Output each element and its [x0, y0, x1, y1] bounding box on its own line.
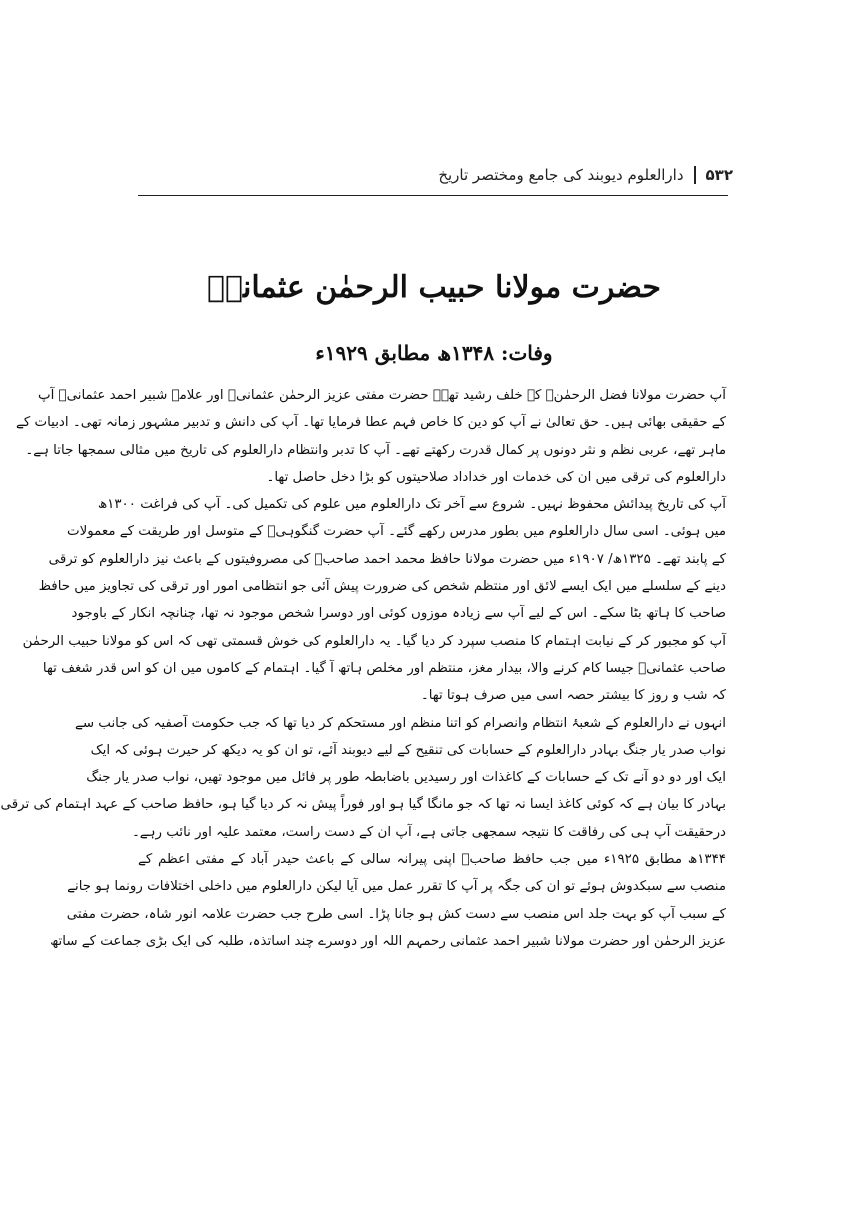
paragraph — [22, 491, 726, 709]
text-line: نواب صدر یار جنگ بہادر دارالعلوم کے حسابات کی تنقیح کے لیے دیوبند آئے، تو ان کو یہ دیکھ کر حیرت ہوئی کہ ایک — [90, 742, 726, 758]
paragraph — [0, 710, 726, 846]
paragraph — [50, 846, 727, 955]
text-line: کے سبب آپ کو بہت جلد اس منصب سے دست کش ہو جانا پڑا۔ اسی طرح جب حضرت علامہ انور شاہ، حضرت مفتی — [66, 906, 726, 922]
text-line: درحقیقت آپ ہی کی رفاقت کا نتیجہ سمجھی جاتی ہے، آپ ان کے دست راست، معتمد علیہ اور نائب رہے۔ — [131, 824, 726, 840]
text-line: صاحب کا ہاتھ بٹا سکے۔ اس کے لیے آپ سے زیادہ موزوں کوئی اور دوسرا شخص موجود نہ تھا، چنانچہ انکار کے باوجود — [71, 606, 726, 622]
text-line: ایک اور دو دو آنے تک کے حسابات کے کاغذات اور رسیدیں باضابطہ طور پر فائل میں موجود تھیں، نواب صدر یار جنگ — [86, 770, 726, 786]
body-text — [0, 382, 727, 955]
text-line: آپ کی تاریخ پیدائش محفوظ نہیں۔ شروع سے آخر تک دارالعلوم میں علوم کی تکمیل کی۔ آپ کی فراغت ۱۳۰۰ھ — [97, 497, 726, 513]
text-line: منصب سے سبکدوش ہوئے تو ان کی جگہ پر آپ کا تقرر عمل میں آیا لیکن دارالعلوم میں داخلی اختلافات رونما ہو جانے — [67, 879, 726, 895]
paragraph — [16, 382, 726, 491]
running-header — [133, 160, 733, 190]
text-line: کہ شب و روز کا بیشتر حصہ اسی میں صرف ہوتا تھا۔ — [420, 688, 726, 704]
text-line: دارالعلوم کی ترقی میں ان کی خدمات اور خداداد صلاحیتوں کو بڑا دخل حاصل تھا۔ — [266, 469, 726, 485]
text-line: کے حقیقی بھائی ہیں۔ حق تعالیٰ نے آپ کو دین کا خاص فہم عطا فرمایا تھا۔ آپ کی دانش و تدبیر مشہور زمانہ تھی۔ ادبیات کے — [16, 415, 726, 431]
text-line: بہادر کا بیان ہے کہ کوئی کاغذ ایسا نہ تھا کہ جو مانگا گیا ہو اور فوراً پیش نہ کر دیا گیا ہو، حافظ صاحب کے عہد اہتمام کی ترقی — [0, 797, 726, 813]
text-line: کے پابند تھے۔ ۱۳۲۵ھ/ ۱۹۰۷ء میں حضرت مولانا حافظ محمد احمد صاحبؒ کی مصروفیتوں کے باعث نیز دارالعلوم کو ترقی — [48, 551, 726, 567]
page-number: ۵۳۲ — [705, 166, 733, 184]
text-line: ۱۳۴۴ھ مطابق ۱۹۲۵ء میں جب حافظ صاحبؒ اپنی پیرانہ سالی کے باعث حیدر آباد کے مفتی اعظم کے — [138, 852, 727, 868]
text-line: انہوں نے دارالعلوم کے شعبۂ انتظام وانصرام کو اتنا منظم اور مستحکم کر دیا تھا کہ جب حکومت آصفیہ کی جانب سے — [74, 715, 726, 731]
running-title: دارالعلوم دیوبند کی جامع ومختصر تاریخ — [438, 166, 684, 184]
death-date: وفات: ۱۳۴۸ھ مطابق ۱۹۲۹ء — [315, 341, 553, 365]
text-line: آپ کو مجبور کر کے نیابت اہتمام کا منصب سپرد کر دیا گیا۔ یہ دارالعلوم کی خوش قسمتی تھی کہ اس کو مولانا حبیب الرحمٰن — [22, 633, 726, 649]
text-line: ماہر تھے، عربی نظم و نثر دونوں پر کمال قدرت رکھتے تھے۔ آپ کا تدبر وانتظام دارالعلوم کی تاریخ میں مثالی سمجھا جاتا ہے۔ — [25, 442, 726, 458]
text-line: صاحب عثمانیؒ جیسا کام کرنے والا، بیدار مغز، منتظم اور مخلص ہاتھ آ گیا۔ اہتمام کے کاموں میں ان کو اس قدر شغف تھا — [42, 660, 726, 676]
text-line: دینے کے سلسلے میں ایک ایسے لائق اور منتظم شخص کی ضرورت پیش آئی جو انتظامی امور اور ترقی کی تجاویز میں حافظ — [38, 579, 726, 595]
chapter-title: حضرت مولانا حبیب الرحمٰن عثمانیؒ — [207, 270, 661, 305]
header-rule — [138, 195, 728, 196]
text-line: عزیز الرحمٰن اور حضرت مولانا شبیر احمد عثمانی رحمہم اللہ اور دوسرے چند اساتذہ، طلبہ کی ایک بڑی جماعت کے ساتھ — [50, 933, 726, 949]
header-separator — [694, 166, 696, 184]
text-line: میں ہوئی۔ اسی سال دارالعلوم میں بطور مدرس رکھے گئے۔ آپ حضرت گنگوہیؒ کے متوسل اور طریقت کے معمولات — [67, 524, 726, 540]
text-line: آپ حضرت مولانا فضل الرحمٰنؒ کے خلف رشید تھے۔ حضرت مفتی عزیز الرحمٰن عثمانیؒ اور علامہ شبیر احمد عثمانیؒ آپ — [37, 388, 726, 403]
